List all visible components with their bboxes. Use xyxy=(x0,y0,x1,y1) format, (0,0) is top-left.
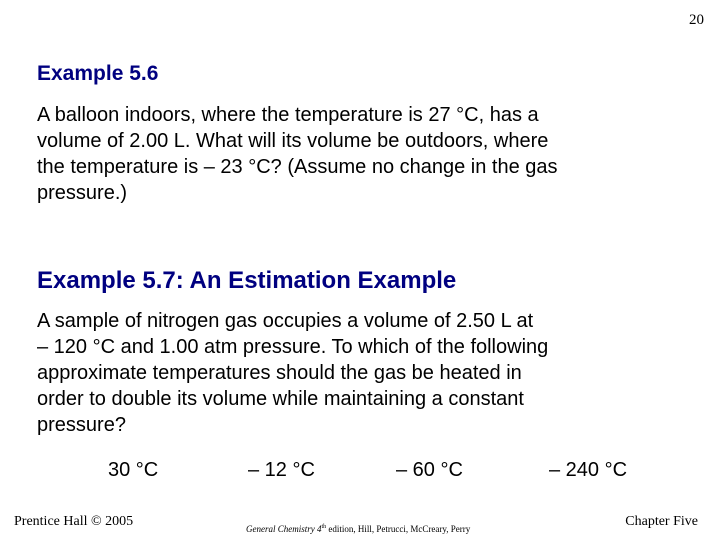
footer-copyright: Prentice Hall © 2005 xyxy=(14,514,134,529)
problem-line: the temperature is – 23 °C? (Assume no change in the gas xyxy=(37,156,558,178)
footer-chapter: Chapter Five xyxy=(625,514,698,529)
example-5-7-problem xyxy=(37,308,548,438)
footer-book-title: General Chemistry 4 xyxy=(246,524,322,534)
problem-line: approximate temperatures should the gas be heated in xyxy=(37,362,522,384)
problem-line: A balloon indoors, where the temperature is 27 °C, has a xyxy=(37,104,539,126)
answer-option-a: 30 °C xyxy=(108,459,159,481)
footer-edition-sup: th xyxy=(321,524,327,530)
answer-option-c: – 60 °C xyxy=(396,459,463,481)
answer-option-d: – 240 °C xyxy=(549,459,628,481)
footer-authors: edition, Hill, Petrucci, McCreary, Perry xyxy=(326,524,471,534)
example-5-6-heading: Example 5.6 xyxy=(37,62,159,85)
answer-option-b: – 12 °C xyxy=(248,459,315,481)
example-5-7-heading: Example 5.7: An Estimation Example xyxy=(37,267,457,294)
footer-book-credit xyxy=(246,524,470,534)
problem-line: pressure.) xyxy=(37,182,128,204)
example-5-6-problem xyxy=(37,102,558,206)
problem-line: volume of 2.00 L. What will its volume be outdoors, where xyxy=(37,130,549,152)
problem-line: order to double its volume while maintaining a constant xyxy=(37,388,524,410)
problem-line: A sample of nitrogen gas occupies a volume of 2.50 L at xyxy=(37,310,534,332)
problem-line: pressure? xyxy=(37,414,126,436)
problem-line: – 120 °C and 1.00 atm pressure. To which of the following xyxy=(37,336,549,358)
page-number: 20 xyxy=(689,12,704,28)
